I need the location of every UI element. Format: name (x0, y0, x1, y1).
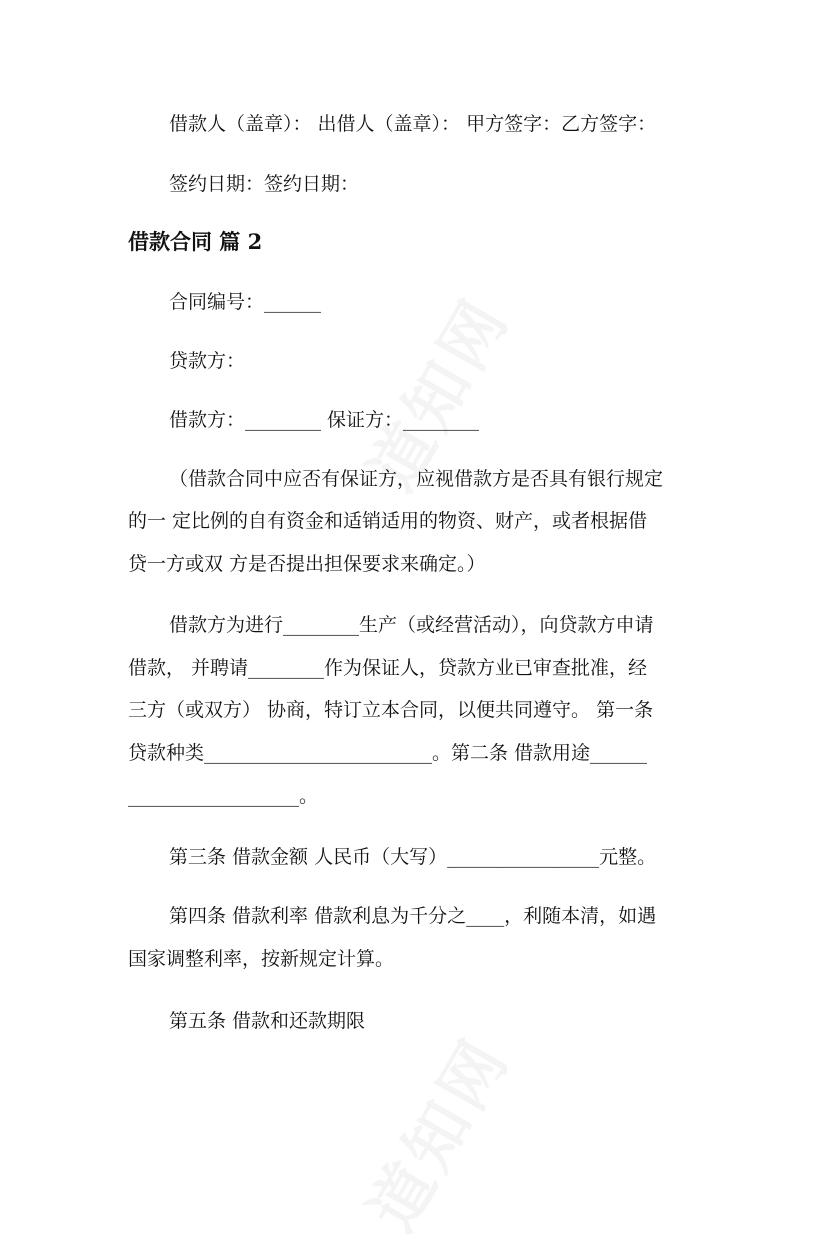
signing-date-line: 签约日期：签约日期： (169, 173, 360, 195)
article-4-line: 国家调整利率，按新规定计算。 (128, 948, 395, 970)
watermark (343, 1017, 528, 1245)
signature-line: 借款人（盖章）： 出借人（盖章）： 甲方签字：乙方签字： (169, 113, 657, 135)
section-heading: 借款合同 篇 2 (128, 229, 263, 254)
lender-line: 贷款方： (169, 350, 246, 372)
paragraph-line: 三方（或双方） 协商，特订立本合同，以便共同遵守。 第一条 (128, 699, 654, 721)
contract-number-line: 合同编号：______ (169, 291, 322, 313)
paragraph-line: 贷款种类________________________。第二条 借款用途______ (128, 742, 648, 764)
paragraph-line: （借款合同中应否有保证方，应视借款方是否具有银行规定 (169, 468, 664, 490)
article-4-line: 第四条 借款利率 借款利息为千分之____，利随本清，如遇 (169, 905, 657, 927)
paragraph-line: 贷一方或双 方是否提出担保要求来确定。） (128, 553, 486, 575)
paragraph-line: 借款方为进行________生产（或经营活动），向贷款方申请 (169, 614, 654, 636)
paragraph-line: 借款， 并聘请________作为保证人，贷款方业已审查批准，经 (128, 657, 648, 679)
paragraph-line: 的一 定比例的自有资金和适销适用的物资、财产，或者根据借 (128, 510, 648, 532)
paragraph-line: __________________。 (128, 785, 319, 807)
borrower-guarantor-line: 借款方：________ 保证方：________ (169, 409, 480, 431)
article-3-line: 第三条 借款金额 人民币（大写）________________元整。 (169, 846, 657, 868)
article-5-line: 第五条 借款和还款期限 (169, 1010, 366, 1032)
